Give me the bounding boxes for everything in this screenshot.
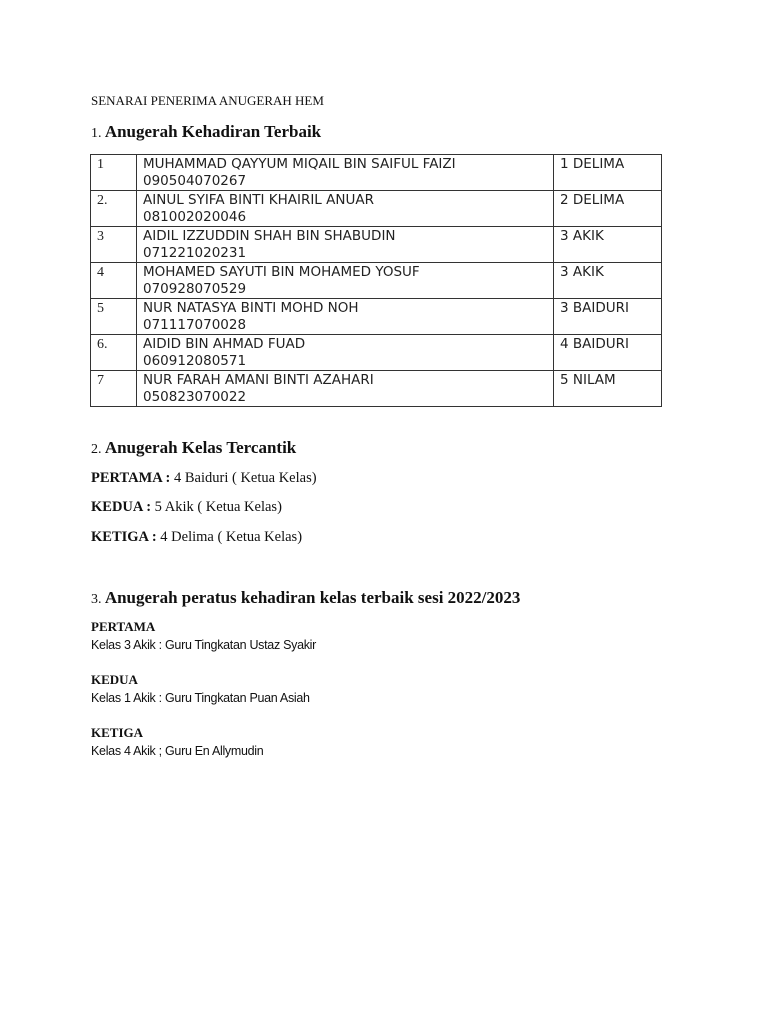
section-1-number: 1. [91,126,102,141]
table-row [91,299,662,335]
student-ic-number: 060912080571 [143,353,247,369]
student-name: AIDIL IZZUDDIN SHAH BIN SHABUDIN [143,228,396,244]
section-3-heading [91,588,520,608]
student-name: MUHAMMAD QAYYUM MIQAIL BIN SAIFUL FAIZI [143,156,456,172]
student-ic-number: 071117070028 [143,317,247,333]
section-3-number: 3. [91,592,102,607]
student-class: 5 NILAM [554,371,662,407]
document-title: SENARAI PENERIMA ANUGERAH HEM [91,93,324,108]
table-row [91,335,662,371]
row-number: 2. [91,191,137,227]
student-cell [137,299,554,335]
prettiest-class-third [91,529,302,546]
attendance-class-first [91,618,316,654]
rank-value: 5 Akik ( Ketua Kelas) [151,499,282,515]
attendance-class-third [91,724,263,760]
student-cell [137,227,554,263]
student-class: 3 AKIK [554,263,662,299]
student-class: 2 DELIMA [554,191,662,227]
student-cell [137,335,554,371]
rank-value: 4 Baiduri ( Ketua Kelas) [170,470,317,486]
row-number: 4 [91,263,137,299]
rank-label: KETIGA : [91,529,157,545]
student-ic-number: 090504070267 [143,173,247,189]
rank-label: KETIGA [91,725,144,740]
student-ic-number: 050823070022 [143,389,247,405]
section-1-title: Anugerah Kehadiran Terbaik [104,122,322,141]
rank-description: Kelas 3 Akik : Guru Tingkatan Ustaz Syakir [91,638,317,652]
rank-description: Kelas 4 Akik ; Guru En Allymudin [91,744,264,758]
student-name: AINUL SYIFA BINTI KHAIRIL ANUAR [143,192,374,208]
table-row [91,263,662,299]
student-cell [137,191,554,227]
student-cell [137,155,554,191]
section-2-heading [91,438,296,458]
rank-value: 4 Delima ( Ketua Kelas) [156,529,303,545]
student-cell [137,371,554,407]
row-number: 5 [91,299,137,335]
table-row [91,227,662,263]
row-number: 7 [91,371,137,407]
prettiest-class-first [91,470,317,487]
student-name: NUR NATASYA BINTI MOHD NOH [143,300,359,316]
row-number: 1 [91,155,137,191]
attendance-award-table [90,154,662,407]
section-1-heading [91,122,321,142]
student-class: 3 AKIK [554,227,662,263]
row-number: 6. [91,335,137,371]
student-ic-number: 071221020231 [143,245,247,261]
rank-label: KEDUA [91,672,138,687]
section-2-title: Anugerah Kelas Tercantik [104,438,297,457]
student-class: 3 BAIDURI [554,299,662,335]
section-3-title: Anugerah peratus kehadiran kelas terbaik sesi 2022/2023 [104,588,521,607]
student-class: 4 BAIDURI [554,335,662,371]
student-ic-number: 081002020046 [143,209,247,225]
student-ic-number: 070928070529 [143,281,247,297]
section-2-number: 2. [91,442,102,457]
rank-label: PERTAMA [91,619,156,634]
table-row [91,191,662,227]
table-row [91,155,662,191]
student-name: NUR FARAH AMANI BINTI AZAHARI [143,372,374,388]
student-class: 1 DELIMA [554,155,662,191]
student-name: AIDID BIN AHMAD FUAD [143,336,306,352]
rank-label: PERTAMA : [91,470,171,486]
prettiest-class-second [91,499,282,516]
student-name: MOHAMED SAYUTI BIN MOHAMED YOSUF [143,264,420,280]
student-cell [137,263,554,299]
rank-label: KEDUA : [91,499,152,515]
rank-description: Kelas 1 Akik : Guru Tingkatan Puan Asiah [91,691,310,705]
table-row [91,371,662,407]
attendance-class-second [91,671,310,707]
row-number: 3 [91,227,137,263]
